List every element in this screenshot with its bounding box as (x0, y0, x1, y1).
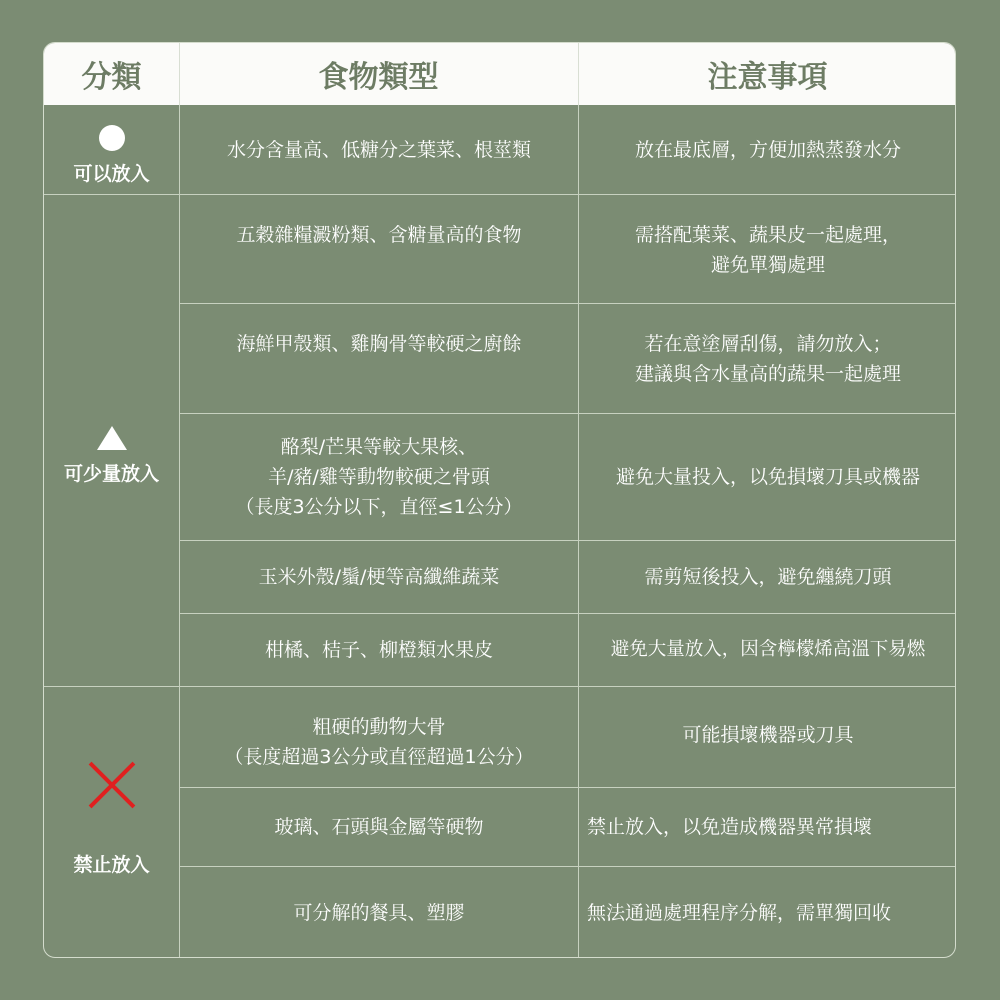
food-cell: 可分解的餐具、塑膠 (293, 902, 465, 924)
food-cell: 柑橘、桔子、柳橙類水果皮 (264, 639, 493, 661)
triangle-icon (97, 426, 127, 450)
note-cell: 禁止放入，以免造成機器異常損壞 (587, 816, 873, 838)
food-cell: 酪梨/芒果等較大果核、 羊/豬/雞等動物較硬之骨頭 （長度3公分以下，直徑≤1公分） (235, 436, 523, 518)
category-label: 可少量放入 (63, 463, 159, 485)
note-cell: 無法通過處理程序分解，需單獨回收 (587, 902, 892, 924)
food-cell: 海鮮甲殼類、雞胸骨等較硬之廚餘 (236, 333, 522, 355)
food-cell: 水分含量高、低糖分之葉菜、根莖類 (226, 138, 531, 161)
food-cell: 玻璃、石頭與金屬等硬物 (274, 816, 484, 838)
circle-icon (99, 125, 125, 151)
category-forbidden (44, 760, 179, 877)
note-cell: 需搭配葉菜、蔬果皮一起處理， 避免單獨處理 (634, 224, 901, 276)
header-category: 分類 (81, 60, 142, 95)
food-cell: 玉米外殼/鬚/梗等高纖維蔬菜 (258, 566, 500, 588)
header-divider (179, 43, 180, 105)
category-limited (44, 426, 179, 486)
note-cell: 避免大量投入，以免損壞刀具或機器 (615, 466, 920, 488)
category-allowed (44, 125, 179, 186)
category-label: 可以放入 (73, 163, 150, 185)
food-cell: 五穀雜糧澱粉類、含糖量高的食物 (236, 224, 522, 246)
x-mark-icon (87, 760, 137, 810)
header-food-type: 食物類型 (318, 60, 439, 95)
header-notes: 注意事項 (707, 60, 828, 95)
note-cell: 需剪短後投入，避免纏繞刀頭 (644, 566, 892, 588)
note-cell: 避免大量放入，因含檸檬烯高溫下易燃 (610, 639, 926, 660)
table-header (44, 43, 955, 105)
category-label: 禁止放入 (73, 854, 150, 876)
food-cell: 粗硬的動物大骨 （長度超過3公分或直徑超過1公分） (224, 716, 534, 768)
note-cell: 放在最底層，方便加熱蒸發水分 (634, 138, 901, 161)
note-cell: 若在意塗層刮傷，請勿放入； 建議與含水量高的蔬果一起處理 (634, 333, 901, 385)
food-waste-table (43, 42, 956, 958)
note-cell: 可能損壞機器或刀具 (682, 724, 854, 746)
header-divider (578, 43, 579, 105)
